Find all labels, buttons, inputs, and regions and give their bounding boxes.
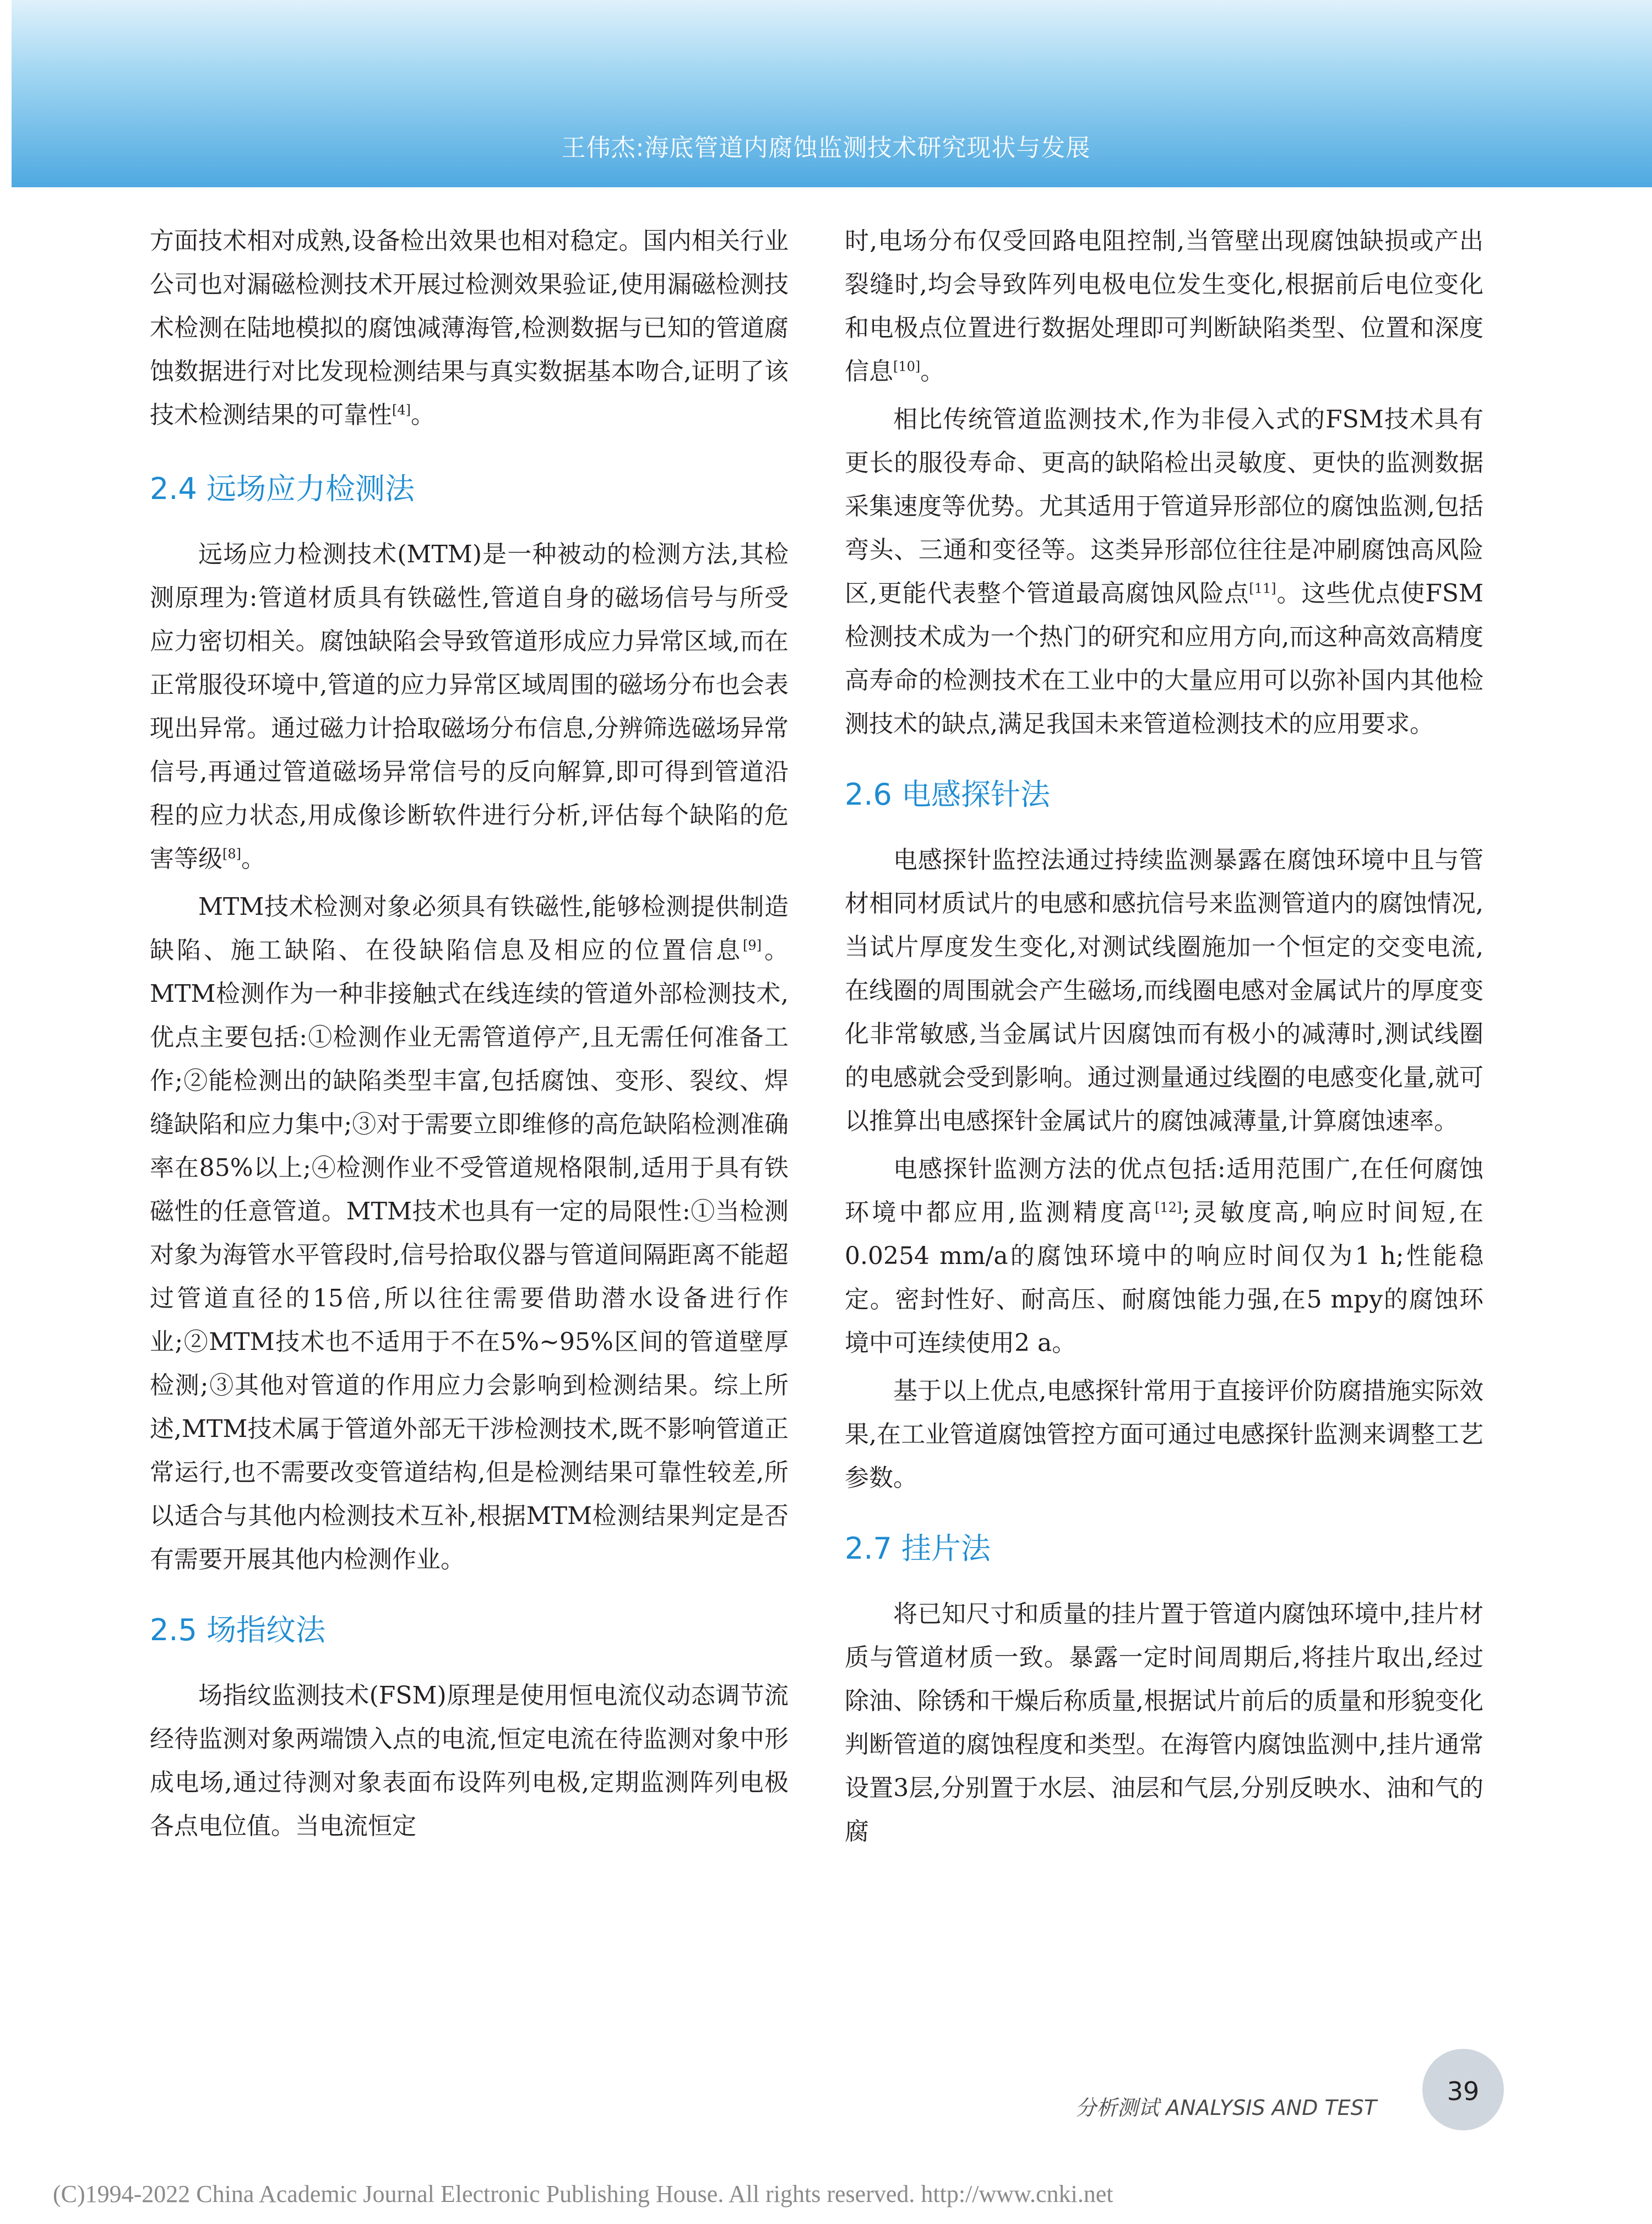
citation[interactable]: [12] [1154,1200,1182,1216]
footer-journal-name: 分析测试 ANALYSIS AND TEST [1075,2096,1377,2120]
section-heading-2-5: 2.5 场指纹法 [150,1613,326,1647]
paragraph: 电感探针监控法通过持续监测暴露在腐蚀环境中且与管材相同材质试片的电感和感抗信号来监测管道内的腐蚀情况,当试片厚度发生变化,对测试线圈施加一个恒定的交变电流,在线圈的周围就会产生磁场,而线圈电感对金属试片的厚度变化非常敏感,当金属试片因腐蚀而有极小的减薄时,测试线圈的电感就会受到影响。通过测量通过线圈的电感变化量,就可以推算出电感探针金属试片的腐蚀减薄量,计算腐蚀速率。 [845,846,1483,1135]
paragraph: 基于以上优点,电感探针常用于直接评价防腐措施实际效果,在工业管道腐蚀管控方面可通过电感探针监测来调整工艺参数。 [845,1377,1483,1492]
paragraph: 电感探针监测方法的优点包括:适用范围广,在任何腐蚀环境中都应用,监测精度高[12];灵敏度高,响应时间短,在0.0254 mm/a的腐蚀环境中的响应时间仅为1 h;性能稳定。密封性好、耐高压、耐腐蚀能力强,在5 mpy的腐蚀环境中可连续使用2 a。 [845,1155,1483,1357]
citation[interactable]: [4] [392,402,411,418]
left-column [150,219,789,1852]
paragraph: 方面技术相对成熟,设备检出效果也相对稳定。国内相关行业公司也对漏磁检测技术开展过检测效果验证,使用漏磁检测技术检测在陆地模拟的腐蚀减薄海管,检测数据与已知的管道腐蚀数据进行对比发现检测结果与真实数据基本吻合,证明了该技术检测结果的可靠性[4]。 [150,227,789,429]
citation[interactable]: [8] [222,846,241,862]
citation[interactable]: [9] [743,937,762,953]
citation[interactable]: [11] [1249,581,1276,596]
section-heading-2-7: 2.7 挂片法 [845,1531,991,1566]
page-number: 39 [1447,2076,1480,2106]
paragraph: 远场应力检测技术(MTM)是一种被动的检测方法,其检测原理为:管道材质具有铁磁性,管道自身的磁场信号与所受应力密切相关。腐蚀缺陷会导致管道形成应力异常区域,而在正常服役环境中,管道的应力异常区域周围的磁场分布也会表现出异常。通过磁力计拾取磁场分布信息,分辨筛选磁场异常信号,再通过管道磁场异常信号的反向解算,即可得到管道沿程的应力状态,用成像诊断软件进行分析,评估每个缺陷的危害等级[8]。 [150,540,789,873]
section-heading-2-6: 2.6 电感探针法 [845,777,1051,812]
right-column [845,219,1483,1858]
paragraph: 场指纹监测技术(FSM)原理是使用恒电流仪动态调节流经待监测对象两端馈入点的电流,恒定电流在待监测对象中形成电场,通过待测对象表面布设阵列电极,定期监测阵列电极各点电位值。当电流恒定 [150,1681,789,1840]
citation[interactable]: [10] [893,359,921,375]
paragraph: 时,电场分布仅受回路电阻控制,当管壁出现腐蚀缺损或产出裂缝时,均会导致阵列电极电位发生变化,根据前后电位变化和电极点位置进行数据处理即可判断缺陷类型、位置和深度信息[10]。 [845,227,1483,386]
paragraph: 将已知尺寸和质量的挂片置于管道内腐蚀环境中,挂片材质与管道材质一致。暴露一定时间周期后,将挂片取出,经过除油、除锈和干燥后称质量,根据试片前后的质量和形貌变化判断管道的腐蚀程度和类型。在海管内腐蚀监测中,挂片通常设置3层,分别置于水层、油层和气层,分别反映水、油和气的腐 [845,1600,1483,1846]
section-heading-2-4: 2.4 远场应力检测法 [150,471,415,506]
running-header-title: 王伟杰:海底管道内腐蚀监测技术研究现状与发展 [561,134,1091,162]
copyright-notice: (C)1994-2022 China Academic Journal Electronic Publishing House. All rights reserved. http://www.cnki.net [53,2180,1113,2207]
paragraph: MTM技术检测对象必须具有铁磁性,能够检测提供制造缺陷、施工缺陷、在役缺陷信息及相应的位置信息[9]。MTM检测作为一种非接触式在线连续的管道外部检测技术,优点主要包括:①检测作业无需管道停产,且无需任何准备工作;②能检测出的缺陷类型丰富,包括腐蚀、变形、裂纹、焊缝缺陷和应力集中;③对于需要立即维修的高危缺陷检测准确率在85%以上;④检测作业不受管道规格限制,适用于具有铁磁性的任意管道。MTM技术也具有一定的局限性:①当检测对象为海管水平管段时,信号拾取仪器与管道间隔距离不能超过管道直径的15倍,所以往往需要借助潜水设备进行作业;②MTM技术也不适用于不在5%~95%区间的管道壁厚检测;③其他对管道的作用应力会影响到检测结果。综上所述,MTM技术属于管道外部无干涉检测技术,既不影响管道正常运行,也不需要改变管道结构,但是检测结果可靠性较差,所以适合与其他内检测技术互补,根据MTM检测结果判定是否有需要开展其他内检测作业。 [150,893,789,1574]
paragraph: 相比传统管道监测技术,作为非侵入式的FSM技术具有更长的服役寿命、更高的缺陷检出灵敏度、更快的监测数据采集速度等优势。尤其适用于管道异形部位的腐蚀监测,包括弯头、三通和变径等。这类异形部位往往是冲刷腐蚀高风险区,更能代表整个管道最高腐蚀风险点[11]。这些优点使FSM检测技术成为一个热门的研究和应用方向,而这种高效高精度高寿命的检测技术在工业中的大量应用可以弥补国内其他检测技术的缺点,满足我国未来管道检测技术的应用要求。 [845,405,1483,738]
